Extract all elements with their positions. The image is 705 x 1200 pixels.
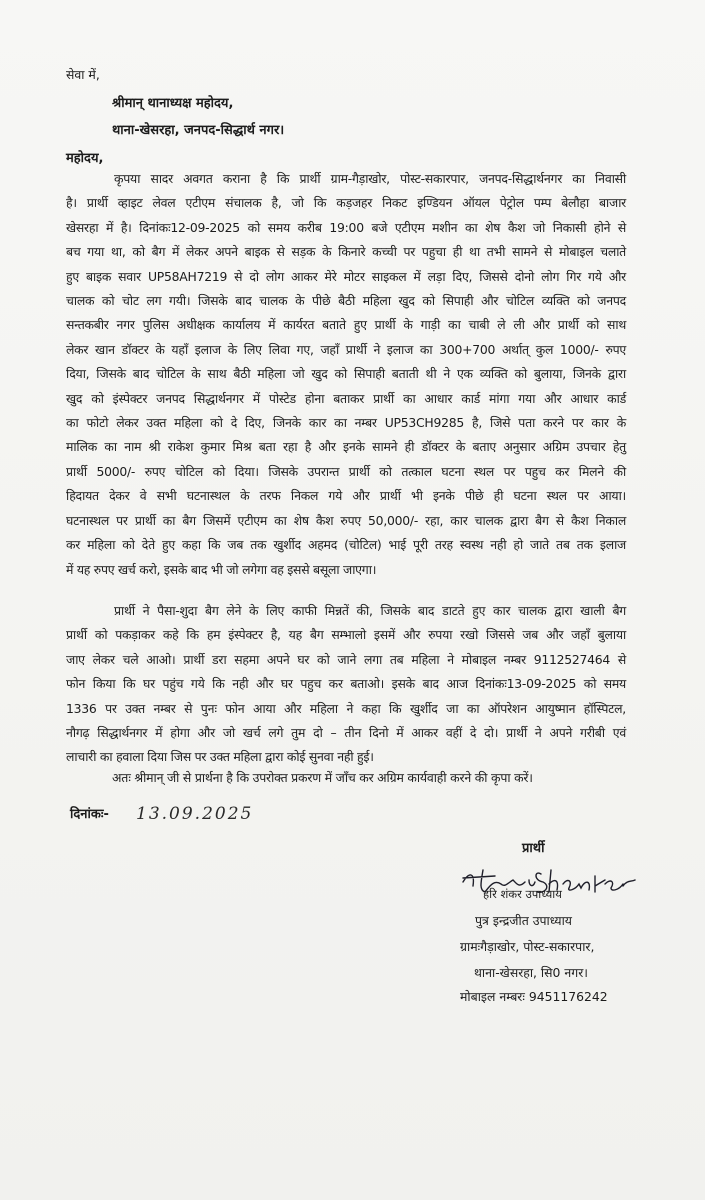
complaint-paragraph-1 bbox=[66, 167, 626, 582]
complaint-paragraph-2 bbox=[66, 599, 626, 770]
paragraph-line: जाए लेकर चले आओ। प्रार्थी डरा सहमा अपने घर को जाने लगा तब महिला ने मोबाइल नम्बर 9112527464 से bbox=[66, 651, 626, 667]
paragraph-line: खेसरहा में है। दिनांकः12-09-2025 को समय करीब 19:00 बजे एटीएम मशीन का शेष कैश जो निकासी होने से bbox=[66, 219, 626, 235]
date-handwritten: 13.09.2025 bbox=[136, 804, 254, 824]
signatory-station: थाना-खेसरहा, सि0 नगर। bbox=[474, 965, 588, 980]
paragraph-line: नौगढ़ सिद्धार्थनगर में होगा और जो खर्च लगे तुम दो – तीन दिनो में आकर वहीं दे दो। प्रार्थी ने अपने गरीबी एवं bbox=[66, 725, 626, 741]
greeting: महोदय, bbox=[66, 151, 104, 166]
signatory-village: ग्रामःगैड़ाखोर, पोस्ट-सकारपार, bbox=[460, 939, 595, 954]
addressee-title: श्रीमान् थानाध्यक्ष महोदय, bbox=[112, 96, 234, 111]
paragraph-line: है। प्रार्थी व्हाइट लेवल एटीएम संचालक है, जो कि कड़जहर निकट इण्डियन ऑयल पेट्रोल पम्प बेलौहा बाजार bbox=[66, 195, 626, 211]
paragraph-line: हिदायत देकर वे सभी घटनास्थल के तरफ निकल गये और प्रार्थी भी इनके पीछे ही घटना स्थल पर आया। bbox=[66, 488, 626, 504]
paragraph-line: में यह रुपए खर्च करो, इसके बाद भी जो लगेगा वह इससे बसूला जाएगा। bbox=[66, 561, 377, 577]
paragraph-line: हुए बाइक सवार UP58AH7219 से दो लोग आकर मेरे मोटर साइकल में लड़ा दिए, जिससे दोनो लोग गिर गये और bbox=[66, 268, 626, 284]
addressee-address: थाना-खेसरहा, जनपद-सिद्धार्थ नगर। bbox=[112, 123, 285, 138]
paragraph-line: लाचारी का हवाला दिया जिस पर उक्त महिला द्वारा कोई सुनवा नही हुई। bbox=[66, 749, 374, 765]
paragraph-line: प्रार्थी 5000/- रुपए चोटिल को दिया। जिसके उपरान्त प्रार्थी को तत्काल घटना स्थल पर पहुच कर मिलने की bbox=[66, 463, 626, 479]
paragraph-line: फोन किया कि घर पहुंच गये कि नही और घर पहुच कर बताओ। इसके बाद आज दिनांकः13-09-2025 को समय bbox=[66, 676, 626, 692]
paragraph-line: लेकर खान डॉक्टर के यहाँ इलाज के लिए लिवा गए, जहाँ प्रार्थी ने इलाज का 300+700 अर्थात् कुल 1000/- रुपए bbox=[66, 341, 626, 357]
signatory-name: हरि शंकर उपाध्याय bbox=[483, 887, 562, 901]
paragraph-line: का फोटो लेकर उक्त महिला को दे दिए, जिनके कार का नम्बर UP53CH9285 है, जिसे पता करने पर कार के bbox=[66, 415, 626, 431]
paragraph-line: घटनास्थल पर प्रार्थी का बैग जिसमें एटीएम का शेष कैश रुपए 50,000/- रहा, कार चालक द्वारा बैग से कैश निकाल bbox=[66, 512, 626, 528]
signatory-father: पुत्र इन्द्रजीत उपाध्याय bbox=[475, 913, 572, 928]
request-line: अतः श्रीमान् जी से प्रार्थना है कि उपरोक्त प्रकरण में जाँच कर अग्रिम कार्यवाही करने की कृपा करें। bbox=[112, 770, 533, 785]
paragraph-line: कृपया सादर अवगत कराना है कि प्रार्थी ग्राम-गैड़ाखोर, पोस्ट-सकारपार, जनपद-सिद्धार्थनगर का निवासी bbox=[114, 171, 626, 186]
paragraph-line: मालिक का नाम श्री राकेश कुमार मिश्र बता रहा है और इनके सामने ही डॉक्टर के बताए अनुसार अग्रिम उपचार हेतु bbox=[66, 439, 626, 455]
signature-heading: प्रार्थी bbox=[522, 841, 545, 856]
paragraph-line: प्रार्थी ने पैसा-शुदा बैग लेने के लिए काफी मिन्नतें की, जिसके बाद डाटते हुए कार चालक द्वारा खाली बैग bbox=[114, 603, 626, 618]
paragraph-line: प्रार्थी को पकड़ाकर कहे कि हम इंस्पेक्टर है, यह बैग सम्भालो इसमें और रुपया रखो जिससे जब और जहाँ बुलाया bbox=[66, 627, 626, 643]
paragraph-line: खुद को इंस्पेक्टर जनपद सिद्धार्थनगर में पोस्टेड होना बताकर प्रार्थी का आधार कार्ड मांगा गया और आधार कार्ड bbox=[66, 390, 626, 406]
salutation-to: सेवा में, bbox=[66, 67, 100, 82]
paragraph-line: 1336 पर उक्त नम्बर से पुनः फोन आया और महिला ने कहा कि खुर्शीद जा का ऑपरेशन आयुष्मान हॉस्पिटल, bbox=[66, 700, 626, 716]
paragraph-line: सन्तकबीर नगर पुलिस अधीक्षक कार्यालय में कार्यरत बताते हुए प्रार्थी के गाड़ी का चाबी ले ली और प्रार्थी को साथ bbox=[66, 317, 626, 333]
paragraph-line: बच गया था, को बैग में लेकर अपने बाइक से सड़क के किनारे कच्ची पर पहुचा ही था तभी सामने से मोबाइल चलाते bbox=[66, 244, 626, 260]
paragraph-line: दिया, जिसके बाद चोटिल के साथ बैठी महिला जो खुद को सिपाही बताती थी ने एक व्यक्ति को बुलाया, जिनके द्वारा bbox=[66, 366, 626, 382]
date-label: दिनांकः- bbox=[70, 807, 109, 822]
signatory-mobile: मोबाइल नम्बरः 9451176242 bbox=[460, 989, 608, 1004]
paragraph-line: कर महिला को देते हुए कहा कि जब तक खुर्शीद अहमद (चोटिल) भाई पूरी तरह स्वस्थ नही हो जाते तब तक इलाज bbox=[66, 537, 626, 553]
paragraph-line: चालक को चोट लग गयी। जिसके बाद चालक के पीछे बैठी महिला खुद को सिपाही और चोटिल व्यक्ति को जनपद bbox=[66, 293, 626, 309]
